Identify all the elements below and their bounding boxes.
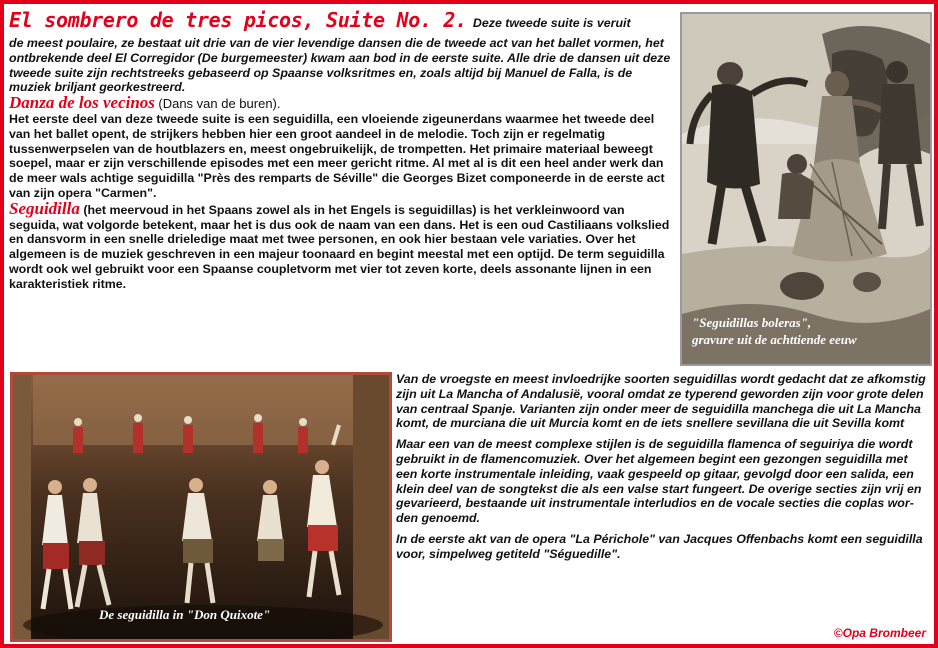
section-heading-seguidilla: Seguidilla [9, 198, 80, 218]
section-danza [9, 93, 673, 113]
engraving-caption-line2: gravure uit de achttiende eeuw [692, 332, 857, 347]
section-seguidilla [9, 198, 673, 292]
main-column [9, 36, 673, 292]
paragraph-flamenca: Maar een van de meest complexe stijlen is de seguidilla flamenca of seguiriya die wordt gebruikt in de flamencomuziek. Over het algemeen begint een gezongen seguidilla met een korte instrumentale inleiding, vaak gespeeld op gitaar, gevolgd door een salida, een klein deel van de songtekst die als een valse start fungeert. De overige secties zijn vrij en gevarieerd, bestaande uit instrumentale interludios en de vocale secties die coplas worden genoemd. [396, 437, 922, 526]
intro-first-words: Deze tweede suite is veruit [472, 16, 631, 30]
ballet-photo [10, 372, 392, 642]
right-column [396, 372, 930, 562]
paragraph-varianten: Van de vroegste en meest invloedrijke soorten seguidillas wordt gedacht dat ze afkomstig zijn uit La Mancha of Andalusië, vooral omdat ze typerend geworden zijn voor grote delen van centraal Spanje. Varianten zijn onder meer de seguidilla manchega die uit La Mancha komt, de murciana die uit Murcia komt en de iets snellere sevillana die uit Sevilla komt [396, 372, 926, 431]
paragraph-perichole: In de eerste akt van de opera "La Périchole" van Jacques Offenbachs komt een seguidilla voor, simpelweg getiteld "Séguedille". [396, 531, 923, 561]
title-line [9, 8, 679, 32]
ballet-photo-illustration [13, 375, 389, 639]
photo-caption: De seguidilla in "Don Quixote" [99, 607, 271, 622]
credit-signature: ©Opa Brombeer [833, 626, 926, 640]
section-heading-danza: Danza de los vecinos [9, 93, 155, 113]
engraving-caption [692, 314, 857, 348]
engraving-caption-line1: "Seguidillas boleras", [692, 315, 812, 330]
intro-paragraph: de meest poulaire, ze bestaat uit drie van de vier levendige dansen die de tweede act van het ballet vormen, het ontbrekende deel El Corregidor (De burgemeester) kwam aan bod in de eerste suite. Alle drie de dansen uit deze tweede suite zijn rechtstreeks gebaseerd op Spaanse volksritmes en, zoals altijd bij Manuel de Falla, is de muziek briljant georkestreerd. [9, 36, 671, 95]
section-seguidilla-body: (het meervoud in het Spaans zowel als in het Engels is seguidillas) is het verkleinwoord van seguida, wat volgorde betekent, maar het is dus ook de naam van een dans. Het is een oud Castiliaans volkslied en dansvorm in een snelle drieledige maat met twee personen, en ook hier bestaan vele variaties. Over het algemeen is de muziek geschreven in een majeur toonaard en begint meestal met een optijd. De term seguidilla wordt ook wel gebruikt voor een Spaanse coupletvorm met vier tot zeven korte, deels assonante lijnen in een karakteristiek ritme. [9, 202, 670, 291]
engraving-image [680, 12, 932, 366]
page-title: El sombrero de tres picos, Suite No. 2. [9, 8, 467, 32]
section-heading-note: (Dans van de buren). [158, 96, 281, 112]
engraving-illustration [682, 14, 930, 364]
section-danza-body: Het eerste deel van deze tweede suite is een seguidilla, een vloeiende zigeunerdans waarmee het tweede deel van het ballet opent, de strijkers hebben hier een groot aandeel in de melodie. Toch zijn er regelmatig tussenwerpselen van de houtblazers en, meest ongebruikelijk, de trompetten. Het primaire materiaal beweegt soepel, maar er zijn verschillende episodes met een meer gericht ritme. Al met al is dit een heel ander werk dan de meer wals achtige seguidilla "Près des remparts de Séville" die Georges Bizet componeerde in de eerste act van zijn opera "Carmen". [9, 111, 665, 200]
